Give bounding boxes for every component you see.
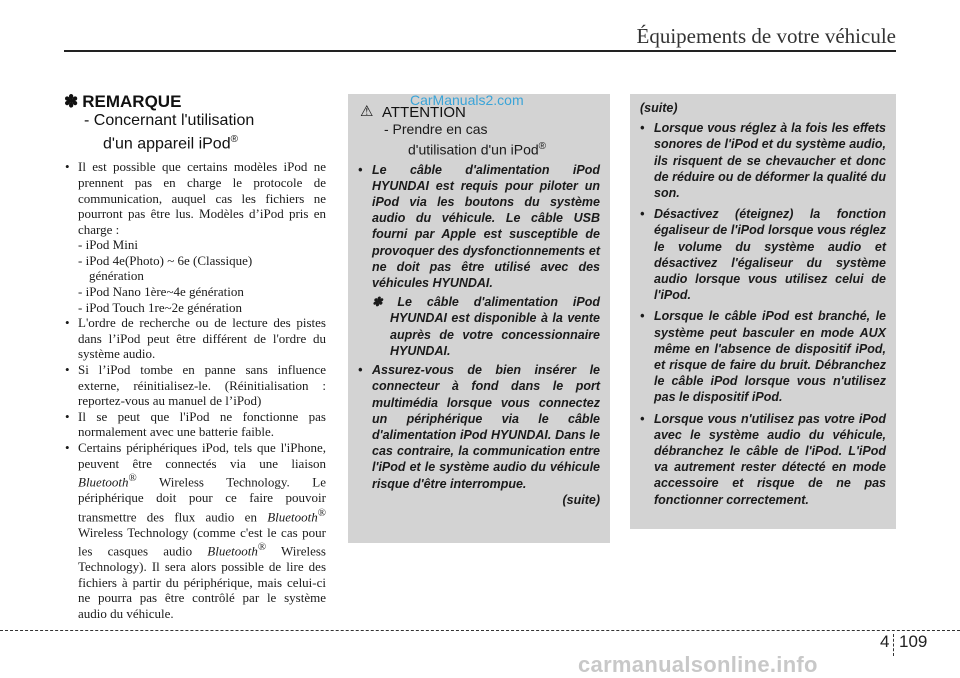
list-item xyxy=(640,206,886,303)
warning-triangle-icon: ⚠ xyxy=(360,103,374,120)
page-separator xyxy=(893,634,895,656)
list-item xyxy=(64,362,326,409)
list-item xyxy=(640,308,886,405)
registered-mark: ® xyxy=(317,506,326,519)
remarque-section xyxy=(64,92,326,622)
list-item xyxy=(358,362,600,508)
sub-item: - iPod Touch 1re~2e génération xyxy=(78,299,243,315)
bullet-text: Si l’iPod tombe en panne sans influence externe, réinitialisez-le. (Réinitialisation : reportez-vous au manuel de l’iPod) xyxy=(78,362,326,409)
star-icon: ✽ xyxy=(372,295,383,310)
bluetooth-term: Bluetooth xyxy=(207,543,258,559)
list-item xyxy=(64,409,326,440)
footer-rule xyxy=(0,630,960,631)
note-item xyxy=(372,294,600,359)
continued-list xyxy=(640,120,886,508)
attention-subtitle-line1: - Prendre en cas xyxy=(384,121,488,137)
bullet-text: Lorsque vous n'utilisez pas votre iPod avec le système audio du véhicule, débranchez le câble de l'iPod. L'iPod va autrement rester détecté en mode accessoire et risque de ne pas fonctionner correctement. xyxy=(654,411,886,507)
bullet-text: Assurez-vous de bien insérer le connecteur à fond dans le port multimédia lorsque vous connectez un périphérique via le câble d'alimentation iPod HYUNDAI. Dans le cas contraire, la communication entre l'iPod et le système audio du véhicule risque d'être interrompue. xyxy=(372,363,600,491)
bullet-text: Lorsque le câble iPod est branché, le système peut basculer en mode AUX même en l'absence de dispositif iPod, et risque de faire du bruit. Débranchez le câble iPod lorsque vous n'utilisez pas le dispositif iPod. xyxy=(654,309,886,405)
remarque-title: REMARQUE xyxy=(82,92,182,111)
page-header-title: Équipements de votre véhicule xyxy=(636,24,896,48)
remarque-list xyxy=(64,159,326,621)
continued-label: (suite) xyxy=(562,492,600,507)
star-icon: ✽ xyxy=(64,92,79,111)
remarque-heading xyxy=(64,92,326,111)
bullet-text: Wireless Technology (comme c'est le cas pour les casques audio xyxy=(78,524,326,559)
bullet-text: Wireless Technology. Le périphérique doit pour ce faire pouvoir transmettre des flux audio en xyxy=(78,474,326,525)
page-number: 109 xyxy=(899,632,928,651)
chapter-number: 4 xyxy=(880,632,890,651)
remarque-subtitle-line1: - Concernant l'utilisation xyxy=(84,112,255,129)
bullet-text: Désactivez (éteignez) la fonction égaliseur de l'iPod lorsque vous réglez le volume du système audio et désactivez l'égaliseur du système audio lorsque vous utilisez celui de l'iPod. xyxy=(654,207,886,303)
attention-list xyxy=(358,162,600,508)
attention-title: ATTENTION xyxy=(382,104,466,121)
attention-subtitle-text: d'utilisation d'un iPod xyxy=(408,141,539,158)
registered-mark: ® xyxy=(230,134,238,145)
bullet-text: Il se peut que l'iPod ne fonctionne pas normalement avec une batterie faible. xyxy=(78,408,326,440)
bullet-text: Le câble d'alimentation iPod HYUNDAI est requis pour piloter un iPod via les boutons du système audio du véhicule. Le câble USB fourni par Apple est susceptible de provoquer des dysfonctionnements et ne doit pas être utilisé avec des véhicules HYUNDAI. xyxy=(372,162,600,291)
bluetooth-term: Bluetooth xyxy=(78,474,129,490)
attention-heading xyxy=(358,104,600,121)
remarque-subtitle-text: d'un appareil iPod xyxy=(103,135,231,153)
site-watermark: carmanualsonline.info xyxy=(578,652,818,677)
list-item xyxy=(64,315,326,362)
bullet-text: Certains périphériques iPod, tels que l'iPhone, peuvent être connectés via une liaison xyxy=(78,440,326,471)
attention-subtitle-line2 xyxy=(358,138,600,159)
remarque-subtitle-line2 xyxy=(103,130,326,153)
registered-mark: ® xyxy=(257,541,267,554)
list-item xyxy=(358,162,600,359)
registered-mark: ® xyxy=(538,141,547,152)
continued-label: (suite) xyxy=(640,101,678,115)
list-item xyxy=(64,159,326,315)
attention-continued-box xyxy=(630,94,896,529)
attention-box xyxy=(348,94,610,543)
list-item xyxy=(64,440,326,622)
list-item xyxy=(640,411,886,508)
bluetooth-term: Bluetooth xyxy=(267,509,318,525)
bullet-text: Wireless Technology). Il sera alors possible de lire des fichiers à partir du périphérique, mais celui-ci ne pourra pas être contrôlé par le système audio du véhicule. xyxy=(78,543,326,621)
bullet-text: Lorsque vous réglez à la fois les effets sonores de l'iPod et du système audio, ils risquent de se chevaucher et donc de réduire ou de déformer la qualité du son. xyxy=(654,121,886,201)
header-rule xyxy=(64,50,896,52)
watermark-link[interactable]: CarManuals2.com xyxy=(410,92,524,108)
sub-item-continuation: génération xyxy=(89,268,144,284)
bullet-text: L'ordre de recherche ou de lecture des pistes dans l’iPod peut être différent de l'ordre du système audio. xyxy=(78,315,326,362)
bullet-text: Il est possible que certains modèles iPod ne prennent pas en charge le protocole de communication, auquel cas les fichiers ne pourront pas être lus. Modèles d’iPod pris en charge : xyxy=(78,159,326,237)
sub-item: - iPod Nano 1ère~4e génération xyxy=(78,284,244,300)
sub-item: - iPod Mini xyxy=(78,237,138,253)
registered-mark: ® xyxy=(128,472,137,485)
list-item xyxy=(640,120,886,201)
note-text: Le câble d'alimentation iPod HYUNDAI est disponible à la vente auprès de votre concessionnaire HYUNDAI. xyxy=(390,295,600,358)
sub-item: - iPod 4e(Photo) ~ 6e (Classique) xyxy=(78,252,253,268)
